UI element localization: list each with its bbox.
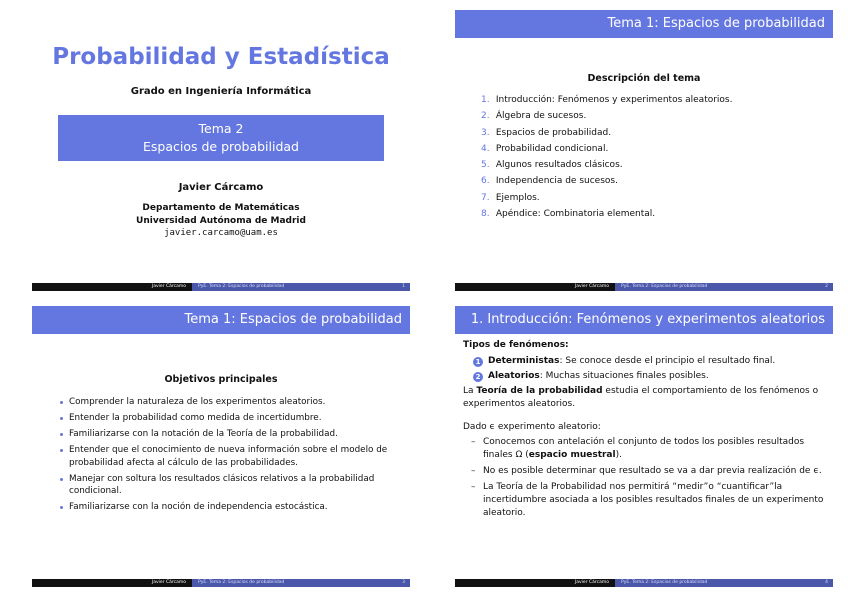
author-name: Javier Cárcamo [178,182,264,193]
footer-title: PyE. Tema 2: Espacios de probabilidad [615,579,809,587]
list-item [481,173,732,189]
list-item: Manejar con soltura los resultados clásicos relativos a la probabilidad condicional. [60,473,394,498]
item-number: 4. [481,143,490,154]
list-item: Familiarizarse con la noción de independencia estocástica. [60,501,394,514]
text: ). [615,450,622,460]
page-number: 1 [386,283,410,291]
list-item [463,436,825,462]
slide-header: Tema 1: Espacios de probabilidad [455,10,833,38]
dash-list [463,436,825,520]
term: Aleatorios [488,371,540,381]
slide-footer [455,579,833,587]
list-item [481,108,732,124]
list-item: Entender la probabilidad como medida de incertidumbre. [60,412,394,425]
item-text: Algunos resultados clásicos. [495,160,623,171]
list-item [473,370,825,383]
item-text: Probabilidad condicional. [495,143,609,154]
number-bubble: 1 [473,357,483,367]
item-text: Álgebra de sucesos. [495,111,587,122]
department: Departamento de Matemáticas [142,203,300,213]
item-text: Ejemplos. [495,192,540,203]
slide-title [32,10,410,291]
dado-line: Dado ϵ experimento aleatorio: [463,422,601,432]
list-item [481,92,732,108]
term-desc: : Muchas situaciones finales posibles. [539,371,709,381]
item-number: 1. [481,95,490,105]
term: espacio muestral [528,450,616,460]
tema-box [58,115,384,161]
item-number: 7. [481,192,490,203]
slide-description [455,10,833,291]
page-number: 4 [809,579,833,587]
footer-title: PyE. Tema 2: Espacios de probabilidad [192,283,386,291]
item-text: Introducción: Fenómenos y experimentos aleatorios. [495,95,733,105]
text: La [463,386,477,396]
footer-author: Javier Cárcamo [32,283,192,291]
slide-footer [32,283,410,291]
list-item: – No es posible determinar que resultado se va a dar previa realización de ϵ. [463,465,825,478]
list-item: – La Teoría de la Probabilidad nos permitirá “medir”o “cuantificar”la incertidumbre asociada a los posibles resultados finales de un experimento aleatorio. [463,481,825,520]
term: Deterministas [488,356,560,366]
list-item [481,141,732,157]
objectives-list [60,396,394,517]
footer-author: Javier Cárcamo [455,579,615,587]
author-email: javier.carcamo@uam.es [164,228,278,238]
list-item: Comprender la naturaleza de los experimentos aleatorios. [60,396,394,409]
slide-header: Tema 1: Espacios de probabilidad [32,306,410,334]
footer-author: Javier Cárcamo [32,579,192,587]
item-text: Espacios de probabilidad. [495,127,612,138]
list-item [473,355,825,368]
slide-objectives [32,306,410,587]
text: estudia el comportamiento de los fenómenos o experimentos aleatorios. [463,386,819,409]
list-item: Familiarizarse con la notación de la Teoría de la probabilidad. [60,428,394,441]
item-text: Apéndice: Combinatoria elemental. [495,209,656,220]
term: Teoría de la probabilidad [476,386,603,396]
item-number: 5. [481,160,490,171]
tipos-heading: Tipos de fenómenos: [463,340,569,350]
tipos-list [463,355,825,383]
item-number: 2. [481,111,490,122]
item-number: 8. [481,209,490,220]
number-bubble: 2 [473,372,483,382]
list-item [481,206,732,222]
term-desc: : Se conoce desde el principio el resultado final. [559,356,776,366]
list-item [481,190,732,206]
item-number: 6. [481,176,490,187]
page-number: 3 [386,579,410,587]
page-number: 2 [809,283,833,291]
footer-title: PyE. Tema 2: Espacios de probabilidad [192,579,386,587]
footer-title: PyE. Tema 2: Espacios de probabilidad [615,283,809,291]
footer-author: Javier Cárcamo [455,283,615,291]
slide-footer [455,283,833,291]
course-title: Probabilidad y Estadística [52,44,390,70]
section-title: Descripción del tema [587,73,701,84]
slide-header: 1. Introducción: Fenómenos y experimentos aleatorios [455,306,833,334]
slide-introduction [455,306,833,587]
list-item [481,157,732,173]
section-title: Objetivos principales [164,374,278,385]
list-item [481,125,732,141]
text: Conocemos con antelación el conjunto de todos los posibles resultados finales Ω ( [483,437,805,460]
slide-content [463,339,825,523]
affiliation [32,202,410,228]
university: Universidad Autónoma de Madrid [136,216,306,226]
teoria-paragraph [463,385,825,411]
slide-footer [32,579,410,587]
list-item: Entender que el conocimiento de nueva información sobre el modelo de probabilidad afecta al cálculo de las probabilidades. [60,444,394,469]
item-number: 3. [481,127,490,138]
topic-list [481,92,732,222]
tema-name: Espacios de probabilidad [142,139,299,154]
tema-number: Tema 2 [198,121,244,136]
item-text: Independencia de sucesos. [495,176,618,187]
degree-subtitle: Grado en Ingeniería Informática [130,86,312,97]
